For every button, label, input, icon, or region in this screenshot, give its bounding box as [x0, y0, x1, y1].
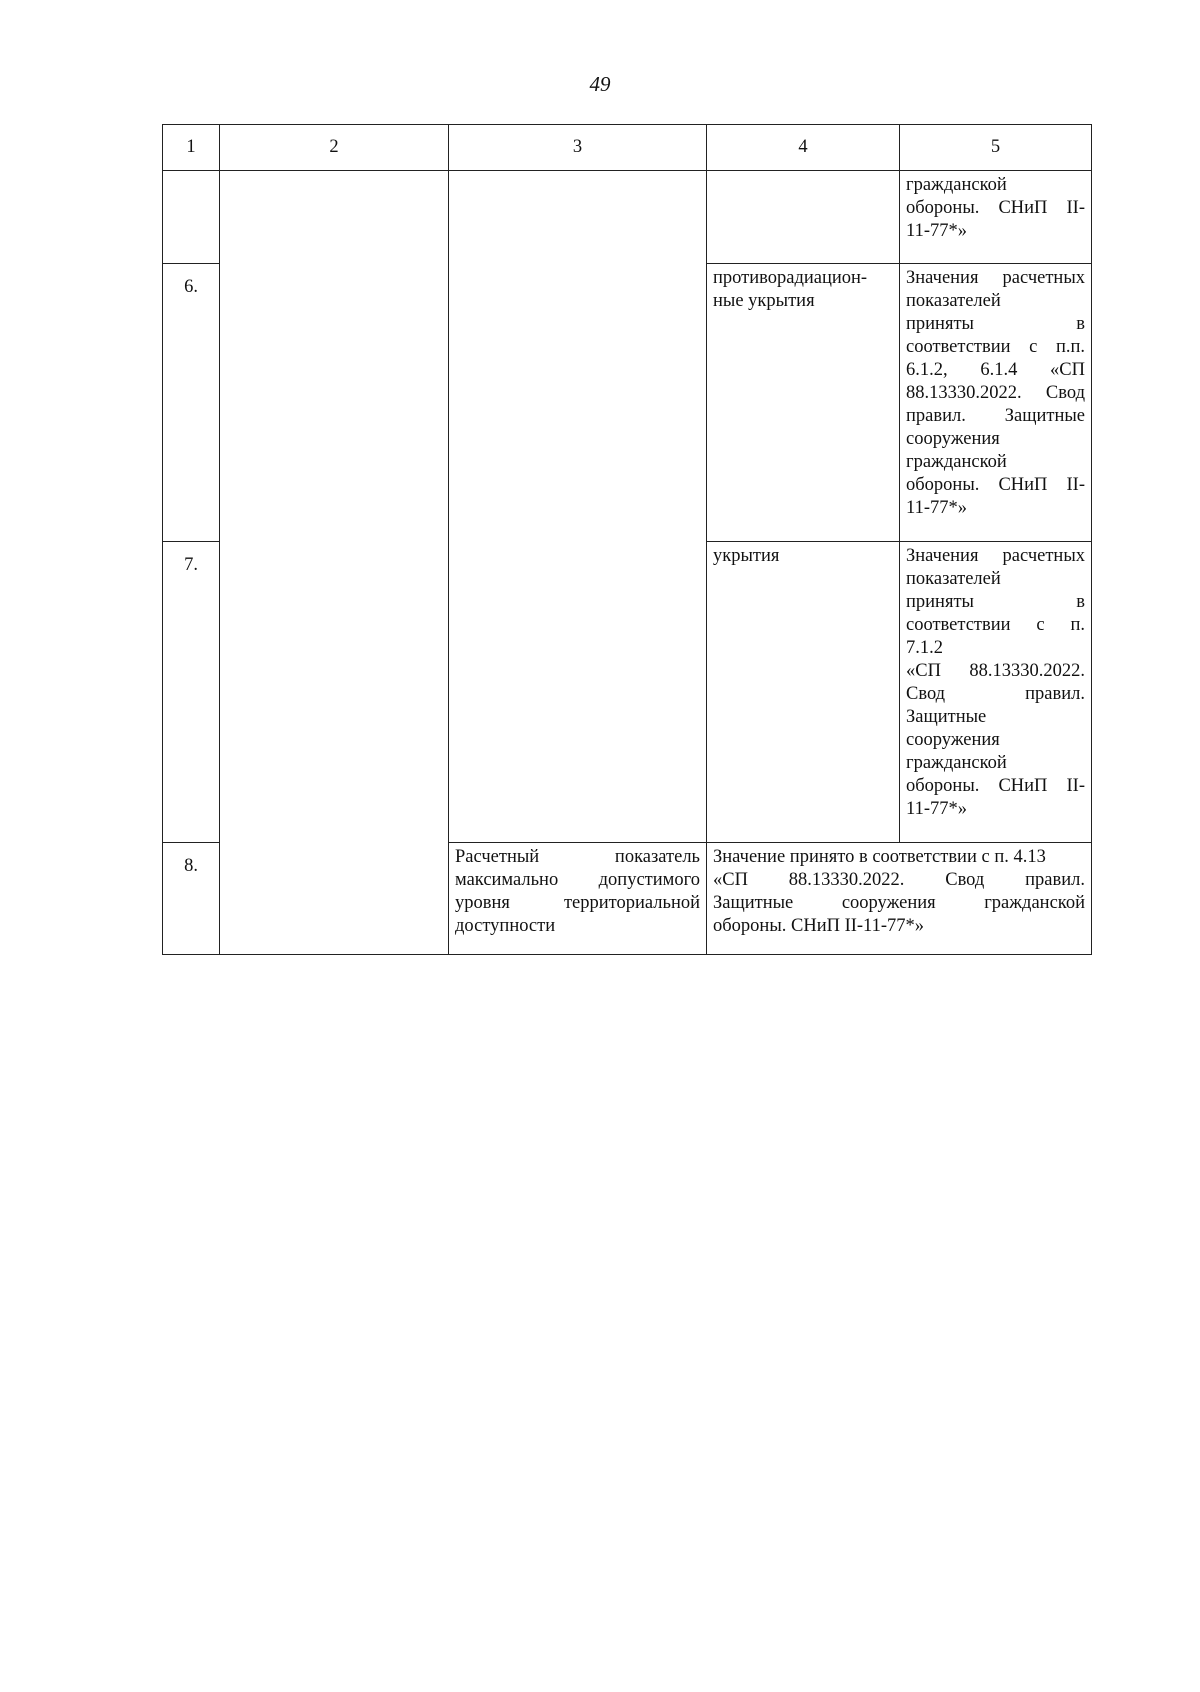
row8-col45-line: Значение принято в соответствии с п. 4.13: [713, 847, 1046, 867]
continuation-num-cell: [163, 171, 220, 264]
table-header-row: [163, 125, 1092, 171]
cont-col5-line: обороны. СНиП II-: [906, 198, 1085, 218]
row7-col5-line: Защитные: [906, 707, 987, 727]
header-col-2: 2: [220, 125, 449, 171]
row8-col45-cell: [707, 843, 1092, 955]
row6-col4-cell: [707, 264, 900, 542]
row8-col45-line: обороны. СНиП II-11-77*»: [713, 916, 925, 936]
row6-col5-line: показателей: [906, 291, 1001, 311]
row8-col3-cell: [449, 843, 707, 955]
row8-col45-line: Защитные сооружения гражданской: [713, 893, 1085, 913]
row6-col5-cell: [900, 264, 1092, 542]
row7-col5-line: «СП 88.13330.2022.: [906, 661, 1085, 681]
row7-col5-line: Значения расчетных: [906, 546, 1085, 566]
row8-col45-line: «СП 88.13330.2022. Свод правил.: [713, 870, 1085, 890]
row7-col5-cell: [900, 542, 1092, 843]
row6-col5-line: обороны. СНиП II-: [906, 475, 1085, 495]
header-col-3: 3: [449, 125, 707, 171]
continuation-col5-cell: [900, 171, 1092, 264]
row6-col5-line: соответствии с п.п.: [906, 337, 1085, 357]
row6-col5-line: 11-77*»: [906, 498, 967, 518]
row6-col5-line: 6.1.2, 6.1.4 «СП: [906, 360, 1085, 380]
row7-col5-line: показателей: [906, 569, 1001, 589]
row7-col4-cell: укрытия: [707, 542, 900, 843]
row8-col3-line: доступности: [455, 916, 556, 936]
row6-col4-line: противорадиацион-: [713, 268, 868, 288]
header-col-4: 4: [707, 125, 900, 171]
col3-merged-cell: [449, 171, 707, 843]
table-row-continuation: [163, 171, 1092, 264]
row6-col5-line: гражданской: [906, 452, 1007, 472]
header-col-5: 5: [900, 125, 1092, 171]
row7-col5-line: соответствии с п.: [906, 615, 1085, 635]
row7-col5-line: 11-77*»: [906, 799, 967, 819]
row6-col5-line: Значения расчетных: [906, 268, 1085, 288]
row6-col5-line: 88.13330.2022. Свод: [906, 383, 1085, 403]
row6-col4-line: ные укрытия: [713, 291, 815, 311]
row7-col5-line: приняты в: [906, 592, 1085, 612]
cont-col5-line: гражданской: [906, 175, 1007, 195]
row8-col3-line: Расчетный показатель: [455, 847, 700, 867]
requirements-table: [162, 124, 1092, 955]
row6-col5-line: сооружения: [906, 429, 1000, 449]
cont-col5-line: 11-77*»: [906, 221, 967, 241]
header-col-1: 1: [163, 125, 220, 171]
row6-number: 6.: [163, 264, 220, 542]
row7-col5-line: 7.1.2: [906, 638, 943, 658]
col2-merged-cell: [220, 171, 449, 955]
row8-number: 8.: [163, 843, 220, 955]
row8-col3-line: уровня территориальной: [455, 893, 700, 913]
row7-col5-line: Свод правил.: [906, 684, 1085, 704]
row7-col5-line: сооружения: [906, 730, 1000, 750]
row7-number: 7.: [163, 542, 220, 843]
row6-col5-line: приняты в: [906, 314, 1085, 334]
row6-col5-line: правил. Защитные: [906, 406, 1085, 426]
row7-col5-line: обороны. СНиП II-: [906, 776, 1085, 796]
row8-col3-line: максимально допустимого: [455, 870, 700, 890]
page-number: 49: [589, 72, 611, 96]
row7-col5-line: гражданской: [906, 753, 1007, 773]
continuation-col4-cell: [707, 171, 900, 264]
